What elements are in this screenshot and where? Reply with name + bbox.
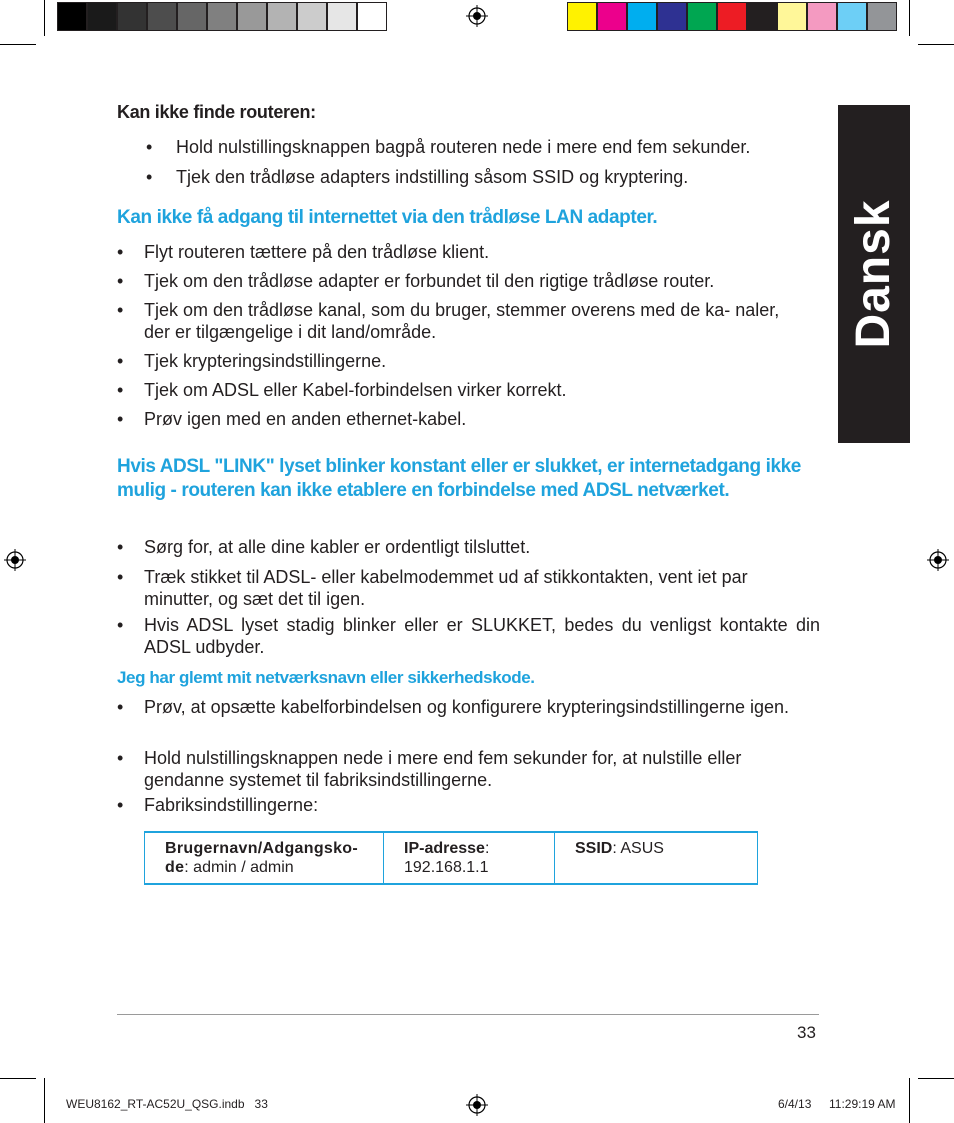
color-swatch [147,2,177,31]
bullet: • [117,380,124,400]
slug-filename: WEU8162_RT-AC52U_QSG.indb 33 [66,1097,268,1111]
color-swatch [717,2,747,31]
list-item: Tjek om den trådløse kanal, som du bruger, stemmer overens med de ka- naler, der er tilgængelige i dit land/område. [144,300,780,342]
crop-mark-top-left-v [44,0,45,36]
color-swatch [237,2,267,31]
color-swatch [207,2,237,31]
list-item: Tjek den trådløse adapters indstilling såsom SSID og kryptering. [176,167,689,187]
list-item: Prøv igen med en anden ethernet-kabel. [144,409,467,429]
section-heading: Jeg har glemt mit netværksnavn eller sikkerhedskode. [117,668,535,687]
registration-mark-icon [466,1094,488,1116]
bullet: • [117,748,124,768]
list-item: Tjek om ADSL eller Kabel-forbindelsen virker korrekt. [144,380,567,400]
page-number: 33 [797,1023,816,1042]
list-item: Tjek krypteringsindstillingerne. [144,351,387,371]
factory-defaults-table [144,831,758,885]
table-row [145,832,758,884]
section-heading: Kan ikke finde routeren: [117,102,316,122]
color-swatch [297,2,327,31]
color-swatch [657,2,687,31]
color-swatch [627,2,657,31]
list-item: Sørg for, at alle dine kabler er ordentligt tilsluttet. [144,537,531,557]
list-item: Prøv, at opsætte kabelforbindelsen og konfigurere krypteringsindstillingerne igen. [144,697,790,717]
color-swatch [597,2,627,31]
crop-mark-top-right-v [909,0,910,36]
color-swatch [357,2,387,31]
list-item: Fabriksindstillingerne: [144,795,319,815]
color-swatch [327,2,357,31]
crop-mark-bottom-right-h [918,1078,954,1079]
crop-mark-top-right-h [918,44,954,45]
bullet: • [146,167,153,187]
footer-rule [117,1014,819,1015]
ssid-value: : ASUS [612,840,664,857]
table-cell-credentials [145,832,384,884]
color-swatch [747,2,777,31]
slug-date: 6/4/13 [778,1097,812,1111]
list-item: Hold nulstillingsknappen nede i mere end fem sekunder for, at nulstille eller gendanne systemet til fabriksindstillingerne. [144,748,742,790]
bullet: • [117,242,124,262]
bullet: • [117,537,124,557]
bullet: • [117,300,124,320]
list-item: Tjek om den trådløse adapter er forbundet til den rigtige trådløse router. [144,271,715,291]
registration-mark-icon [927,549,949,571]
table-cell-ip [384,832,555,884]
bullet: • [117,409,124,429]
list-item: Hvis ADSL lyset stadig blinker eller er SLUKKET, bedes du venligst kontakte din ADSL udbyder. [144,615,820,657]
color-swatch [807,2,837,31]
color-swatch [777,2,807,31]
color-swatch [687,2,717,31]
bullet: • [117,271,124,291]
bullet: • [117,567,124,587]
registration-mark-icon [4,549,26,571]
color-swatch [567,2,597,31]
crop-mark-top-left-h [0,44,36,45]
list-item: Træk stikket til ADSL- eller kabelmodemmet ud af stikkontakten, vent iet par minutter, og sæt det til igen. [144,567,748,609]
color-swatch [177,2,207,31]
table-cell-ssid [555,832,758,884]
section-heading: Hvis ADSL "LINK" lyset blinker konstant eller er slukket, er internetadgang ikke mulig - routeren kan ikke etablere en forbindelse med ADSL netværket. [117,456,801,501]
registration-mark-icon [466,5,488,27]
bullet: • [117,697,124,717]
list-item: Hold nulstillingsknappen bagpå routeren nede i mere end fem sekunder. [176,137,751,157]
crop-mark-bottom-left-h [0,1078,36,1079]
color-swatch [117,2,147,31]
color-swatch [837,2,867,31]
language-tab [838,105,910,443]
bullet: • [117,795,124,815]
color-swatch [57,2,87,31]
credentials-value: : admin / admin [184,859,294,876]
bullet: • [146,137,153,157]
slug-time: 11:29:19 AM [829,1097,896,1111]
color-swatch [267,2,297,31]
section-heading: Kan ikke få adgang til internettet via den trådløse LAN adapter. [117,207,658,228]
language-tab-label: Dansk [847,199,900,349]
list-item: Flyt routeren tættere på den trådløse klient. [144,242,490,262]
color-swatch [87,2,117,31]
ip-value: : 192.168.1.1 [404,840,490,876]
bullet: • [117,351,124,371]
credentials-label: Brugernavn/Adgangsko- de [165,840,358,876]
ssid-label: SSID [575,840,613,857]
crop-mark-bottom-right-v [909,1078,910,1123]
bullet: • [117,615,124,635]
ip-label: IP-adresse [404,840,485,857]
crop-mark-bottom-left-v [44,1078,45,1123]
color-swatch [867,2,897,31]
